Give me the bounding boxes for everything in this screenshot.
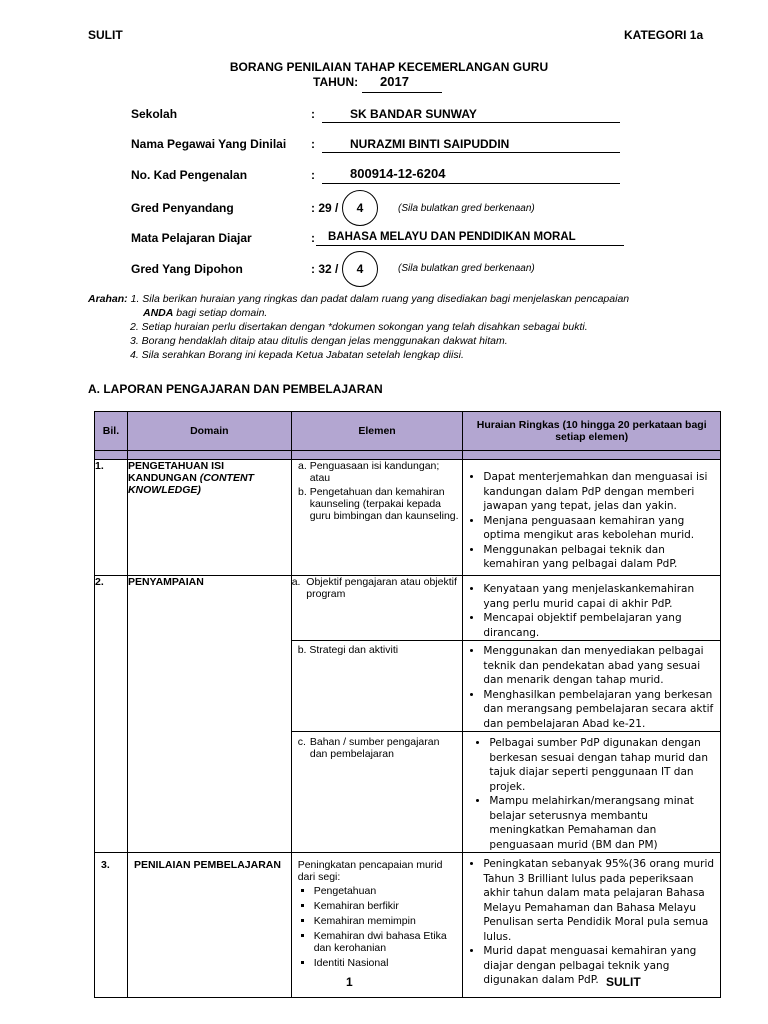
row3-elemen bbox=[291, 853, 463, 998]
header-huraian: Huraian Ringkas (10 hingga 20 perkataan bagi setiap elemen) bbox=[463, 412, 721, 451]
gred-penyandang-prefix: : 29 / bbox=[311, 201, 339, 215]
field-sekolah bbox=[322, 104, 620, 123]
row3-huraian bbox=[463, 853, 721, 998]
gred-dipohon-circled: 4 bbox=[342, 251, 378, 287]
row3-elemen-item: ▪ Kemahiran berfikir bbox=[314, 900, 457, 912]
row2-huraian-b-item: • Menggunakan dan menyediakan pelbagai teknik dan pendekatan abad yang sesuai dan menarik dengan tahap murid. bbox=[483, 644, 716, 688]
value-nama: NURAZMI BINTI SAIPUDDIN bbox=[350, 137, 510, 151]
row2-elemen-a-text: Objektif pengajaran atau objektif program bbox=[306, 576, 457, 600]
row2-huraian-a bbox=[463, 576, 721, 641]
table-row bbox=[95, 460, 721, 576]
row2-huraian-c-item: • Mampu melahirkan/merangsang minat belajar seterusnya membantu meningkatkan Pemahaman dan penguasaan murid (BM dan PM) bbox=[489, 794, 716, 852]
row2-huraian-b-item: • Menghasilkan pembelajaran yang berkesan dan merangsang pembelajaran secara aktif dan pembelajaran Abad ke-21. bbox=[483, 688, 716, 732]
row1-huraian-item: • Menggunakan pelbagai teknik dan kemahiran yang pelbagai dalam PdP. bbox=[483, 543, 716, 572]
colon-kad: : bbox=[311, 168, 315, 182]
row3-huraian-item: • Peningkatan sebanyak 95%(36 orang murid Tahun 3 Brilliant lulus pada peperiksaan akhir tahun dalam mata pelajaran Bahasa Melayu Pemahaman dan Bahasa Melayu Penulisan serta Pendidik Moral pula semua lulus. bbox=[483, 857, 716, 944]
row2-elemen-c-text: Bahan / sumber pengajaran dan pembelajaran bbox=[309, 736, 440, 760]
row1-domain bbox=[127, 460, 291, 576]
row2-domain: PENYAMPAIAN bbox=[127, 576, 291, 853]
section-a-title: A. LAPORAN PENGAJARAN DAN PEMBELAJARAN bbox=[88, 382, 383, 396]
row1-bil: 1. bbox=[95, 460, 128, 576]
gred-penyandang-note: (Sila bulatkan gred berkenaan) bbox=[398, 203, 535, 214]
footer-sulit: SULIT bbox=[606, 975, 641, 989]
row1-huraian bbox=[463, 460, 721, 576]
arahan-line1b: bagi setiap domain. bbox=[173, 307, 268, 319]
header-domain: Domain bbox=[127, 412, 291, 451]
tahun-field bbox=[362, 74, 442, 93]
colon-sekolah: : bbox=[311, 107, 315, 121]
row3-elemen-item: ▪ Kemahiran memimpin bbox=[314, 915, 457, 927]
label-gred-penyandang: Gred Penyandang bbox=[131, 201, 234, 215]
row2-elemen-b: b. Strategi dan aktiviti bbox=[291, 641, 463, 732]
tahun-value: 2017 bbox=[380, 74, 409, 89]
field-kad bbox=[322, 164, 620, 184]
row2-elemen-c bbox=[291, 732, 463, 853]
row3-bil: 3. bbox=[95, 853, 128, 998]
laporan-table bbox=[94, 411, 721, 998]
header-elemen: Elemen bbox=[291, 412, 463, 451]
row2-huraian-a-item: • Kenyataan yang menjelaskankemahiran yang perlu murid capai di akhir PdP. bbox=[483, 582, 716, 611]
row1-huraian-item: • Dapat menterjemahkan dan menguasai isi kandungan dalam PdP dengan memberi jawapan yang tepat, jelas dan yakin. bbox=[483, 470, 716, 514]
colon-nama: : bbox=[311, 137, 315, 151]
arahan-block bbox=[88, 292, 728, 362]
row2-huraian-c bbox=[463, 732, 721, 853]
row3-huraian-item: • Murid dapat menguasai kemahiran yang diajar dengan pelbagai teknik yang digunakan dalam PdP. bbox=[483, 944, 716, 988]
footer-page-number: 1 bbox=[346, 975, 353, 989]
label-kad: No. Kad Pengenalan bbox=[131, 168, 248, 182]
header-kategori: KATEGORI 1a bbox=[624, 28, 704, 42]
row1-elemen-item: b. Pengetahuan dan kemahiran kaunseling (terpakai kepada guru bimbingan dan kaunseling. bbox=[310, 486, 463, 522]
row3-elemen-item: ▪ Kemahiran dwi bahasa Etika dan kerohanian bbox=[314, 930, 457, 954]
row1-elemen bbox=[291, 460, 463, 576]
arahan-line4: 4. Sila serahkan Borang ini kepada Ketua Jabatan setelah lengkap diisi. bbox=[130, 349, 464, 361]
row3-elemen-item: ▪ Pengetahuan bbox=[314, 885, 457, 897]
gred-dipohon-note: (Sila bulatkan gred berkenaan) bbox=[398, 263, 535, 274]
value-mata-pelajaran: BAHASA MELAYU DAN PENDIDIKAN MORAL bbox=[328, 231, 576, 243]
row1-huraian-item: • Menjana penguasaan kemahiran yang optima mengikut aras kebolehan murid. bbox=[483, 514, 716, 543]
arahan-label: Arahan: bbox=[88, 293, 128, 305]
table-spacer-row bbox=[95, 451, 721, 460]
table-header-row bbox=[95, 412, 721, 451]
table-row bbox=[95, 576, 721, 641]
label-nama: Nama Pegawai Yang Dinilai bbox=[131, 137, 287, 151]
row3-domain: PENILAIAN PEMBELAJARAN bbox=[127, 853, 291, 998]
label-mata-pelajaran: Mata Pelajaran Diajar bbox=[131, 231, 252, 245]
row2-elemen-a bbox=[291, 576, 463, 641]
form-title: BORANG PENILAIAN TAHAP KECEMERLANGAN GURU bbox=[229, 60, 549, 74]
row2-huraian-b bbox=[463, 641, 721, 732]
tahun-label: TAHUN: bbox=[313, 75, 359, 89]
label-gred-dipohon: Gred Yang Dipohon bbox=[131, 262, 243, 276]
label-sekolah: Sekolah bbox=[131, 107, 178, 121]
row3-elemen-item: ▪ Identiti Nasional bbox=[314, 957, 457, 969]
row2-elemen-a-label: a. bbox=[291, 576, 301, 588]
row2-bil: 2. bbox=[95, 576, 128, 853]
arahan-line1: 1. Sila berikan huraian yang ringkas dan padat dalam ruang yang disediakan bagi menjelaskan pencapaian bbox=[130, 293, 630, 305]
gred-dipohon-prefix: : 32 / bbox=[311, 262, 339, 276]
colon-mata-pelajaran: : bbox=[311, 231, 315, 245]
header-bil: Bil. bbox=[95, 412, 128, 451]
arahan-line2: 2. Setiap huraian perlu disertakan dengan *dokumen sokongan yang telah disahkan sebagai bukti. bbox=[130, 321, 588, 333]
row1-domain-italic: (CONTENT KNOWLEDGE) bbox=[127, 472, 254, 496]
value-kad: 800914-12-6204 bbox=[350, 166, 446, 181]
arahan-anda: ANDA bbox=[143, 307, 174, 319]
value-sekolah: SK BANDAR SUNWAY bbox=[350, 107, 477, 121]
row1-domain-main: PENGETAHUAN ISI KANDUNGAN bbox=[127, 460, 225, 484]
row3-elemen-intro: Peningkatan pencapaian murid dari segi: bbox=[297, 859, 443, 883]
gred-penyandang-circled: 4 bbox=[342, 190, 378, 226]
row2-huraian-a-item: • Mencapai objektif pembelajaran yang dirancang. bbox=[483, 611, 716, 640]
header-sulit: SULIT bbox=[88, 28, 123, 42]
field-mata-pelajaran bbox=[316, 228, 624, 246]
arahan-line3: 3. Borang hendaklah ditaip atau ditulis dengan jelas menggunakan dakwat hitam. bbox=[130, 335, 508, 347]
field-nama bbox=[322, 134, 620, 153]
row2-huraian-c-item: • Pelbagai sumber PdP digunakan dengan berkesan sesuai dengan tahap murid dan tajuk diajar seperti penggunaan IT dan projek. bbox=[489, 736, 716, 794]
row1-elemen-item: a. Penguasaan isi kandungan; atau bbox=[310, 460, 463, 484]
row2-elemen-c-label: c. bbox=[297, 736, 306, 748]
